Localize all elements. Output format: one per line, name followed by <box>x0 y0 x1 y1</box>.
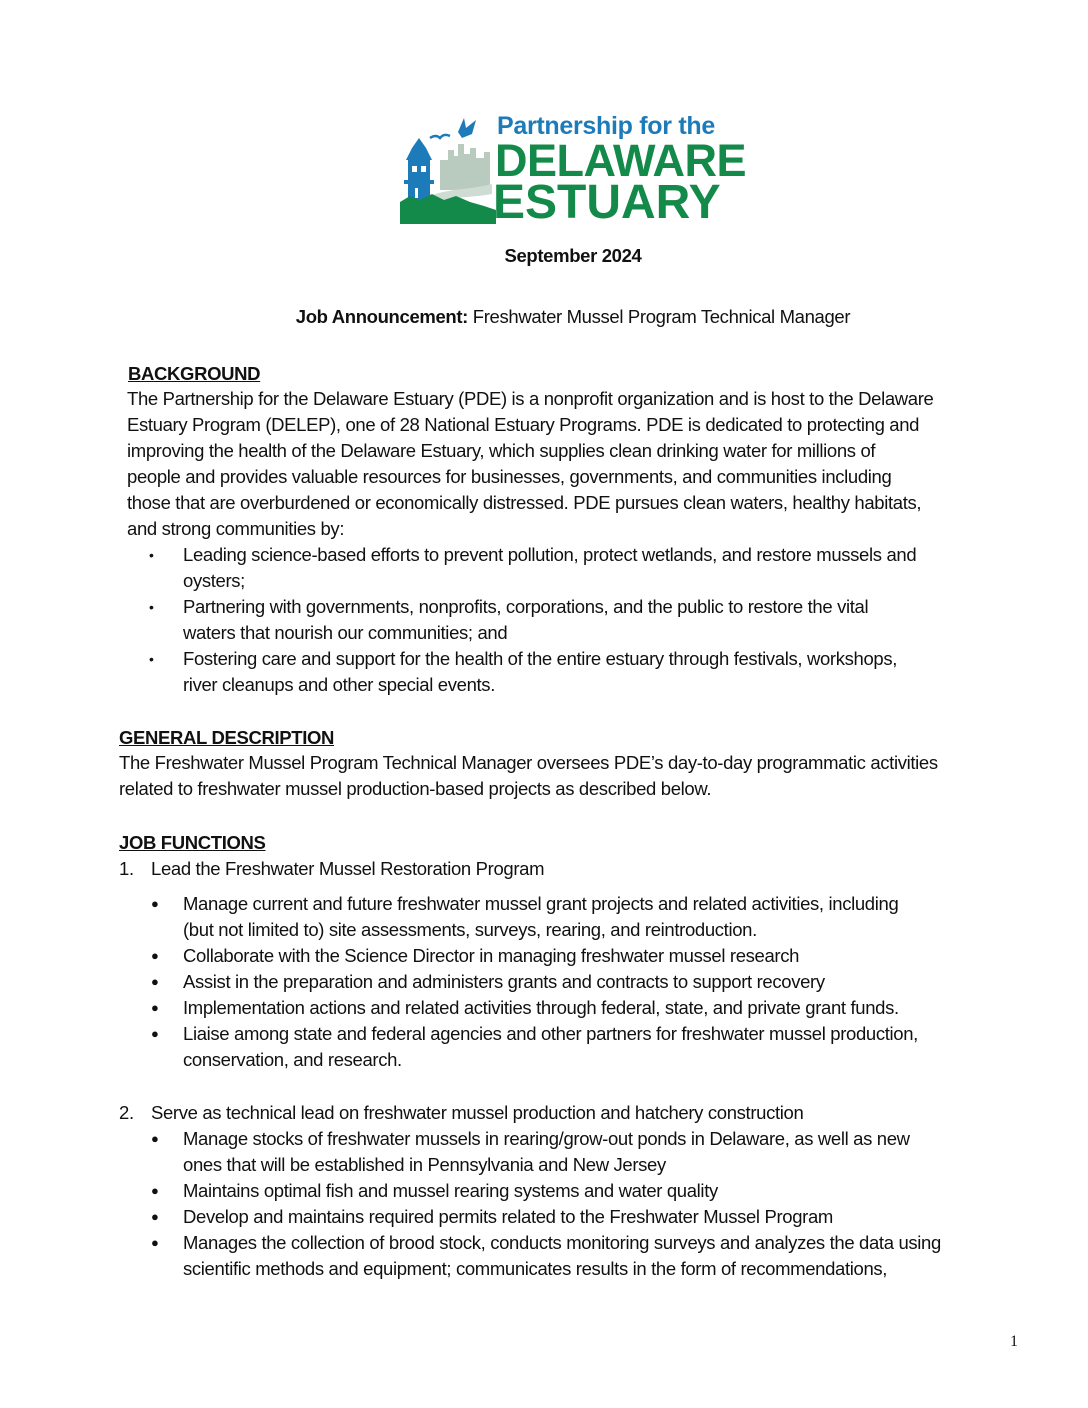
list-item <box>127 969 1027 995</box>
paragraph-line: improving the health of the Delaware Estuary, which supplies clean drinking water for millions of <box>127 440 876 461</box>
list-item <box>127 1230 1027 1282</box>
list-item-line: Leading science-based efforts to prevent pollution, protect wetlands, and restore mussels and <box>183 544 917 565</box>
list-item-line: Manage current and future freshwater mussel grant projects and related activities, including <box>183 893 899 914</box>
item-title: Lead the Freshwater Mussel Restoration Program <box>151 858 545 879</box>
list-item-line: Develop and maintains required permits related to the Freshwater Mussel Program <box>183 1206 833 1227</box>
paragraph-line: and strong communities by: <box>127 518 345 539</box>
general-description-paragraph <box>119 750 1029 802</box>
background-paragraph <box>127 386 1022 542</box>
job-function-2-bullets <box>127 1126 1027 1282</box>
bullet-icon: ● <box>151 1131 159 1146</box>
item-title: Serve as technical lead on freshwater mussel production and hatchery construction <box>151 1102 804 1123</box>
job-announcement-title <box>0 304 1088 330</box>
list-item-line: Maintains optimal fish and mussel rearing systems and water quality <box>183 1180 718 1201</box>
list-item-line: ones that will be established in Pennsylvania and New Jersey <box>183 1154 666 1175</box>
logo-tagline: Partnership for the <box>497 112 715 140</box>
list-item <box>127 1204 1027 1230</box>
bullet-icon: ● <box>151 1183 159 1198</box>
paragraph-line: Estuary Program (DELEP), one of 28 National Estuary Programs. PDE is dedicated to protecting and <box>127 414 920 435</box>
bullet-icon: • <box>149 651 154 667</box>
bullet-icon: • <box>149 599 154 615</box>
page-number: 1 <box>1010 1333 1018 1350</box>
paragraph-line: The Partnership for the Delaware Estuary (PDE) is a nonprofit organization and is host to the Delaware <box>127 388 934 409</box>
list-item-line: Collaborate with the Science Director in managing freshwater mussel research <box>183 945 800 966</box>
paragraph-line: those that are overburdened or economically distressed. PDE pursues clean waters, healthy habitats, <box>127 492 922 513</box>
lighthouse-skyline-icon <box>400 110 500 228</box>
bullet-icon: ● <box>151 1026 159 1041</box>
bullet-icon: ● <box>151 896 159 911</box>
list-item-line: river cleanups and other special events. <box>183 674 495 695</box>
bullet-icon: ● <box>151 974 159 989</box>
list-item-line: Liaise among state and federal agencies and other partners for freshwater mussel production, <box>183 1023 918 1044</box>
pde-logo <box>400 110 750 228</box>
list-item <box>127 995 1027 1021</box>
background-heading: BACKGROUND <box>128 363 261 384</box>
list-item-line: Implementation actions and related activities through federal, state, and private grant funds. <box>183 997 899 1018</box>
list-item <box>127 646 1027 698</box>
bullet-icon: ● <box>151 1209 159 1224</box>
paragraph-line: related to freshwater mussel production-based projects as described below. <box>119 778 712 799</box>
job-functions-heading: JOB FUNCTIONS <box>119 832 266 853</box>
list-item-line: (but not limited to) site assessments, surveys, rearing, and reintroduction. <box>183 919 757 940</box>
bullet-icon: ● <box>151 1000 159 1015</box>
item-number: 1. <box>119 858 134 879</box>
logo-delaware: DELAWARE <box>495 135 747 186</box>
list-item-line: Fostering care and support for the health of the entire estuary through festivals, workshops, <box>183 648 898 669</box>
list-item-line: Assist in the preparation and administers grants and contracts to support recovery <box>183 971 825 992</box>
list-item <box>127 943 1027 969</box>
list-item-line: oysters; <box>183 570 245 591</box>
list-item-line: conservation, and research. <box>183 1049 402 1070</box>
list-item <box>127 1126 1027 1178</box>
list-item-line: scientific methods and equipment; communicates results in the form of recommendations, <box>183 1258 888 1279</box>
list-item <box>127 891 1027 943</box>
job-function-item-1 <box>119 856 544 882</box>
paragraph-line: people and provides valuable resources for businesses, governments, and communities including <box>127 466 892 487</box>
list-item <box>127 594 1027 646</box>
logo-estuary: ESTUARY <box>493 176 721 229</box>
paragraph-line: The Freshwater Mussel Program Technical Manager oversees PDE’s day-to-day programmatic activities <box>119 752 938 773</box>
list-item-line: Manage stocks of freshwater mussels in rearing/grow-out ponds in Delaware, as well as new <box>183 1128 910 1149</box>
list-item-line: Manages the collection of brood stock, conducts monitoring surveys and analyzes the data using <box>183 1232 941 1253</box>
list-item <box>127 542 1027 594</box>
job-function-1-bullets <box>127 891 1027 1073</box>
list-item-line: waters that nourish our communities; and <box>183 622 508 643</box>
bullet-icon: ● <box>151 948 159 963</box>
list-item <box>127 1021 1027 1073</box>
job-announcement-label: Job Announcement: <box>295 306 468 327</box>
job-function-item-2 <box>119 1100 803 1126</box>
bullet-icon: • <box>149 547 154 563</box>
list-item-line: Partnering with governments, nonprofits, corporations, and the public to restore the vital <box>183 596 869 617</box>
bullet-icon: ● <box>151 1235 159 1250</box>
general-description-heading: GENERAL DESCRIPTION <box>119 727 335 748</box>
item-number: 2. <box>119 1102 134 1123</box>
background-bullet-list <box>127 542 1027 698</box>
document-date: September 2024 <box>504 245 642 266</box>
list-item <box>127 1178 1027 1204</box>
job-title: Freshwater Mussel Program Technical Manager <box>472 306 851 327</box>
